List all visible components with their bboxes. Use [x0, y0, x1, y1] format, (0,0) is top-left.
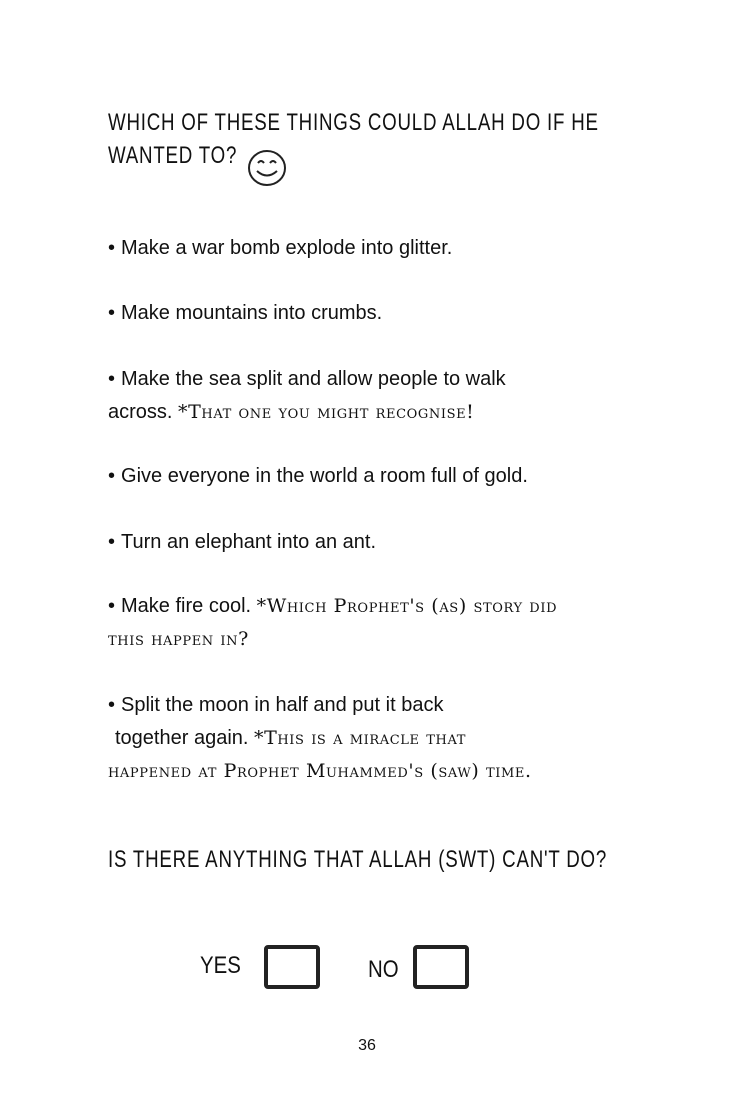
bullet: • [108, 694, 116, 716]
item-text-continued: together again. [115, 727, 249, 749]
item-note-continued: this happen in? [108, 628, 249, 650]
bullet: • [108, 302, 116, 324]
list-item [108, 526, 668, 559]
bullet: • [108, 595, 116, 617]
list-item [108, 689, 668, 788]
page-number: 36 [358, 1037, 376, 1054]
no-label: NO [368, 956, 399, 983]
list-item [108, 363, 668, 429]
list-item [108, 590, 668, 656]
item-text: Split the moon in half and put it back [121, 694, 444, 716]
bullet: • [108, 465, 116, 487]
item-note: *That one you might recognise! [178, 401, 475, 423]
item-text: Make fire cool. [121, 595, 252, 617]
yes-label: YES [200, 952, 241, 979]
bullet: • [108, 237, 116, 259]
no-checkbox[interactable] [413, 945, 469, 989]
bullet: • [108, 531, 116, 553]
bullet: • [108, 368, 116, 390]
item-text: Make mountains into crumbs. [121, 302, 383, 324]
question-heading-2: IS THERE ANYTHING THAT ALLAH (SWT) CAN'T DO? [108, 846, 608, 873]
item-text-continued: across. [108, 401, 173, 423]
item-text: Give everyone in the world a room full of gold. [121, 465, 528, 487]
item-note: *Which Prophet's (as) story did [256, 595, 558, 617]
item-text: Turn an elephant into an ant. [121, 531, 377, 553]
question-heading-1: WHICH OF THESE THINGS COULD ALLAH DO IF HE WANTED TO? [108, 109, 599, 169]
list-item [108, 297, 668, 330]
item-note: *This is a miracle that [254, 727, 466, 749]
item-text: Make the sea split and allow people to walk [121, 368, 506, 390]
item-text: Make a war bomb explode into glitter. [121, 237, 453, 259]
list-item [108, 232, 668, 265]
item-note-continued: happened at Prophet Muhammed's (saw) time. [108, 760, 532, 782]
list-item [108, 460, 668, 493]
yes-checkbox[interactable] [264, 945, 320, 989]
smiley-face-icon [246, 148, 288, 188]
